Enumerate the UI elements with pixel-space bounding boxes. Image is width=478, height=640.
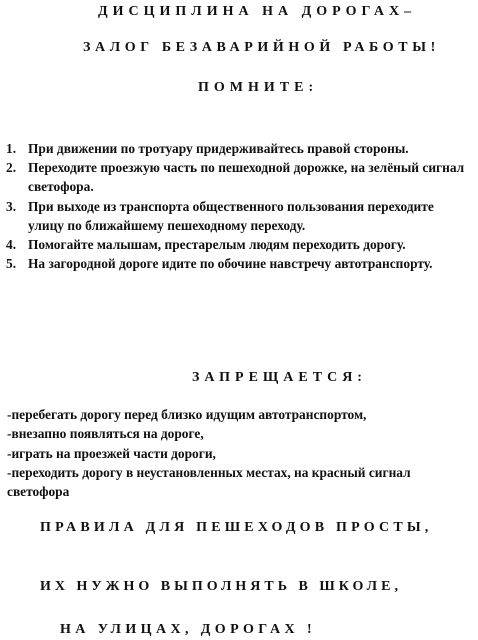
prohibited-heading: ЗАПРЕЩАЕТСЯ: [192,370,367,385]
prohibited-item: -внезапно появляться на дороге, [7,426,204,442]
rule-number: 5. [6,256,17,272]
remember-heading: ПОМНИТЕ: [198,80,319,95]
rule-text: При выходе из транспорта общественного пользования переходите улицу по ближайшему пешеходному переходу. [28,198,434,233]
prohibited-item: -перебегать дорогу перед близко идущим автотранспортом, [7,407,367,422]
title-line-1: ДИСЦИПЛИНА НА ДОРОГАХ– [98,4,417,19]
rule-item [6,158,472,196]
prohibited-item: -переходить дорогу в неустановленных местах, на красный сигнал светофора [7,464,411,500]
rule-number: 2. [6,160,17,176]
rules-list [6,139,472,273]
rule-text: При движении по тротуару придерживайтесь правой стороны. [28,141,409,156]
rule-text: Помогайте малышам, престарелым людям переходить дорогу. [28,237,406,253]
title-line-2: ЗАЛОГ БЕЗАВАРИЙНОЙ РАБОТЫ! [83,40,440,55]
rule-number: 3. [6,198,17,214]
rule-number: 4. [6,237,17,253]
closing-line-1: ПРАВИЛА ДЛЯ ПЕШЕХОДОВ ПРОСТЫ, [40,520,433,535]
rule-item [6,197,472,235]
rule-item [6,235,472,254]
rule-item [6,254,472,273]
rule-item [6,139,472,158]
rule-text: На загородной дороге идите по обочине навстречу автотранспорту. [28,256,433,272]
closing-line-2: ИХ НУЖНО ВЫПОЛНЯТЬ В ШКОЛЕ, [40,579,402,594]
prohibited-item: -играть на проезжей части дороги, [7,445,216,461]
prohibited-list [7,405,473,501]
closing-line-3: НА УЛИЦАХ, ДОРОГАХ ! [60,622,317,637]
rule-number: 1. [6,141,17,156]
rule-text: Переходите проезжую часть по пешеходной дорожке, на зелёный сигнал светофора. [28,160,465,195]
